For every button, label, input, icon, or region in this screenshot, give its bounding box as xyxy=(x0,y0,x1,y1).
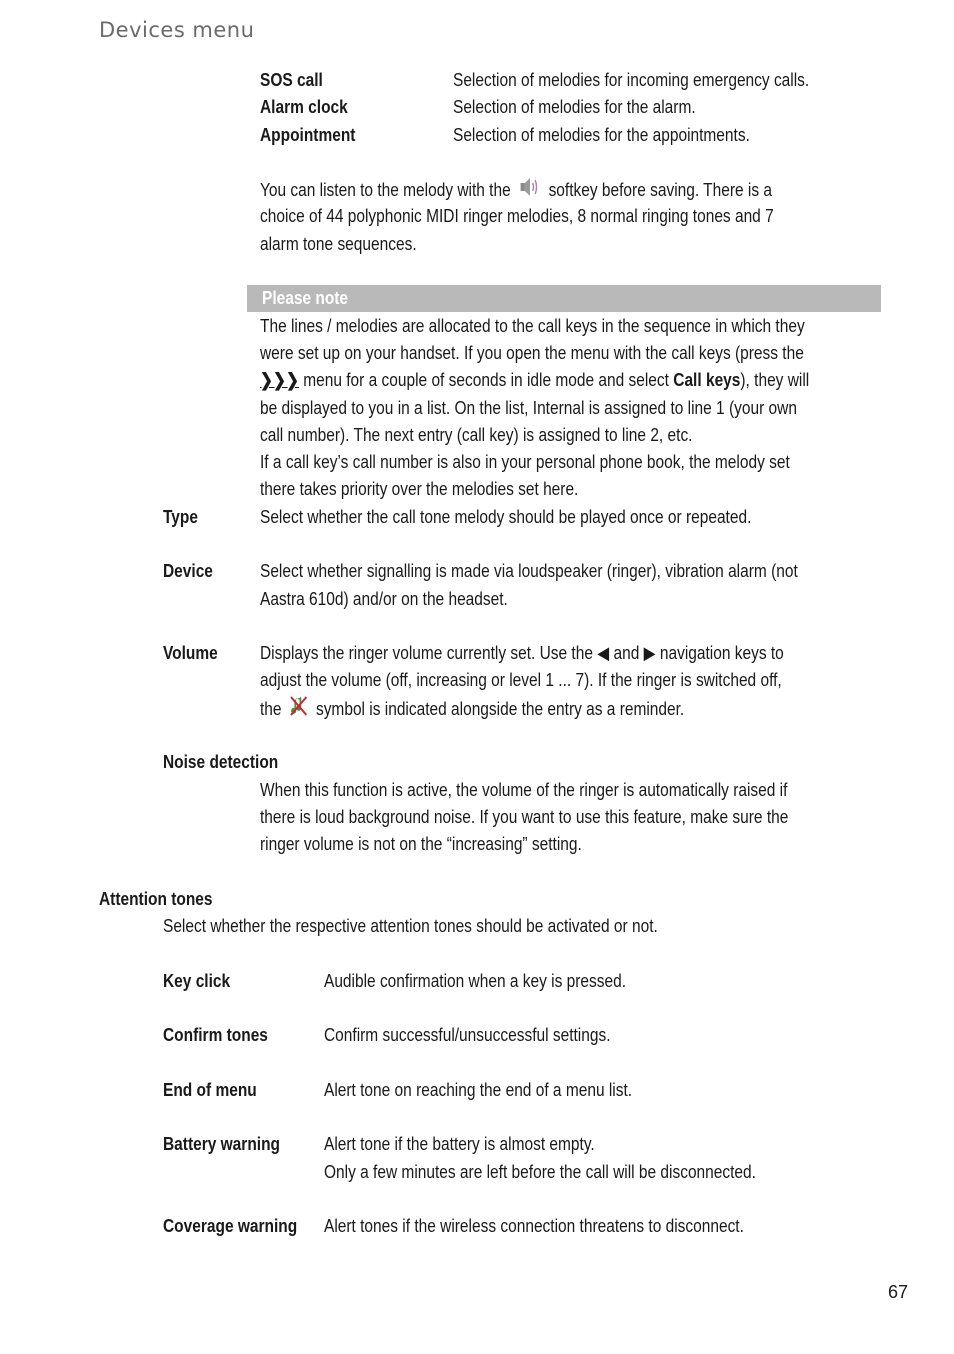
note-line-3-b: ), they will xyxy=(740,370,810,390)
page-number: 67 xyxy=(887,1282,908,1302)
desc-coverage-warning: Alert tones if the wireless connection threatens to disconnect. xyxy=(324,1216,744,1236)
desc-confirm-tones: Confirm successful/unsuccessful settings. xyxy=(324,1025,611,1045)
left-arrow-icon: ◀ xyxy=(597,643,610,663)
desc-appointment: Selection of melodies for the appointments. xyxy=(453,125,750,145)
noise-line-1: When this function is active, the volume of the ringer is automatically raised if xyxy=(260,780,788,800)
note-call-keys: Call keys xyxy=(673,370,741,390)
volume-text-b: symbol is indicated alongside the entry as a reminder. xyxy=(315,698,685,719)
note-line-5: call number). The next entry (call key) is assigned to line 2, etc. xyxy=(260,425,693,445)
term-type: Type xyxy=(163,507,198,527)
desc-type: Select whether the call tone melody should be played once or repeated. xyxy=(260,507,752,527)
term-key-click: Key click xyxy=(163,971,231,991)
volume-text-and: and xyxy=(613,643,640,663)
device-line-2: Aastra 610d) and/or on the headset. xyxy=(260,589,508,609)
attention-heading: Attention tones xyxy=(99,889,213,909)
volume-text-a: Displays the ringer volume currently set. Use the xyxy=(260,643,593,663)
note-line-4: be displayed to you in a list. On the list, Internal is assigned to line 1 (your own xyxy=(260,398,797,418)
note-line-6: If a call key’s call number is also in your personal phone book, the melody set xyxy=(260,452,790,472)
term-noise-detection: Noise detection xyxy=(163,752,279,772)
please-note-bar xyxy=(247,285,881,312)
note-line-3-a: menu for a couple of seconds in idle mode and select xyxy=(303,370,669,390)
volume-line-1 xyxy=(260,640,784,667)
noise-line-3: ringer volume is not on the “increasing” setting. xyxy=(260,834,582,854)
note-line-3 xyxy=(260,367,809,394)
volume-line-3 xyxy=(260,695,684,725)
listen-text-a: You can listen to the melody with the xyxy=(260,179,511,200)
term-volume: Volume xyxy=(163,643,218,663)
desc-key-click: Audible confirmation when a key is pressed. xyxy=(324,971,627,991)
listen-line-3: alarm tone sequences. xyxy=(260,234,417,254)
note-line-7: there takes priority over the melodies set here. xyxy=(260,479,579,499)
device-line-1: Select whether signalling is made via loudspeaker (ringer), vibration alarm (not xyxy=(260,561,798,581)
note-line-1: The lines / melodies are allocated to the call keys in the sequence in which they xyxy=(260,316,805,336)
menu-key-icon: ❯❯❯ xyxy=(260,370,299,390)
desc-sos-call: Selection of melodies for incoming emergency calls. xyxy=(453,70,810,90)
attention-intro: Select whether the respective attention tones should be activated or not. xyxy=(163,916,658,936)
term-coverage-warning: Coverage warning xyxy=(163,1216,298,1236)
term-device: Device xyxy=(163,561,213,581)
term-end-of-menu: End of menu xyxy=(163,1080,257,1100)
volume-text-the: the xyxy=(260,698,282,719)
noise-line-2: there is loud background noise. If you want to use this feature, make sure the xyxy=(260,807,789,827)
please-note-title: Please note xyxy=(262,288,349,308)
desc-battery-warning: Alert tone if the battery is almost empty. xyxy=(324,1134,595,1154)
right-arrow-icon: ▶ xyxy=(643,643,656,663)
desc-end-of-menu: Alert tone on reaching the end of a menu list. xyxy=(324,1080,633,1100)
speaker-icon xyxy=(518,176,540,206)
listen-line-1 xyxy=(260,176,772,206)
term-alarm-clock: Alarm clock xyxy=(260,97,348,117)
term-battery-warning: Battery warning xyxy=(163,1134,280,1154)
listen-line-2: choice of 44 polyphonic MIDI ringer melodies, 8 normal ringing tones and 7 xyxy=(260,206,774,226)
desc-alarm-clock: Selection of melodies for the alarm. xyxy=(453,97,696,117)
term-appointment: Appointment xyxy=(260,125,356,145)
term-sos-call: SOS call xyxy=(260,70,323,90)
term-confirm-tones: Confirm tones xyxy=(163,1025,268,1045)
note-line-2: were set up on your handset. If you open the menu with the call keys (press the xyxy=(260,343,804,363)
ringer-off-icon xyxy=(288,695,309,725)
volume-line-2: adjust the volume (off, increasing or level 1 ... 7). If the ringer is switched off, xyxy=(260,670,782,690)
volume-text-c: navigation keys to xyxy=(659,643,784,663)
listen-text-b: softkey before saving. There is a xyxy=(548,179,773,200)
page-header: Devices menu xyxy=(99,18,255,42)
desc-battery-warning-2: Only a few minutes are left before the call will be disconnected. xyxy=(324,1162,756,1182)
